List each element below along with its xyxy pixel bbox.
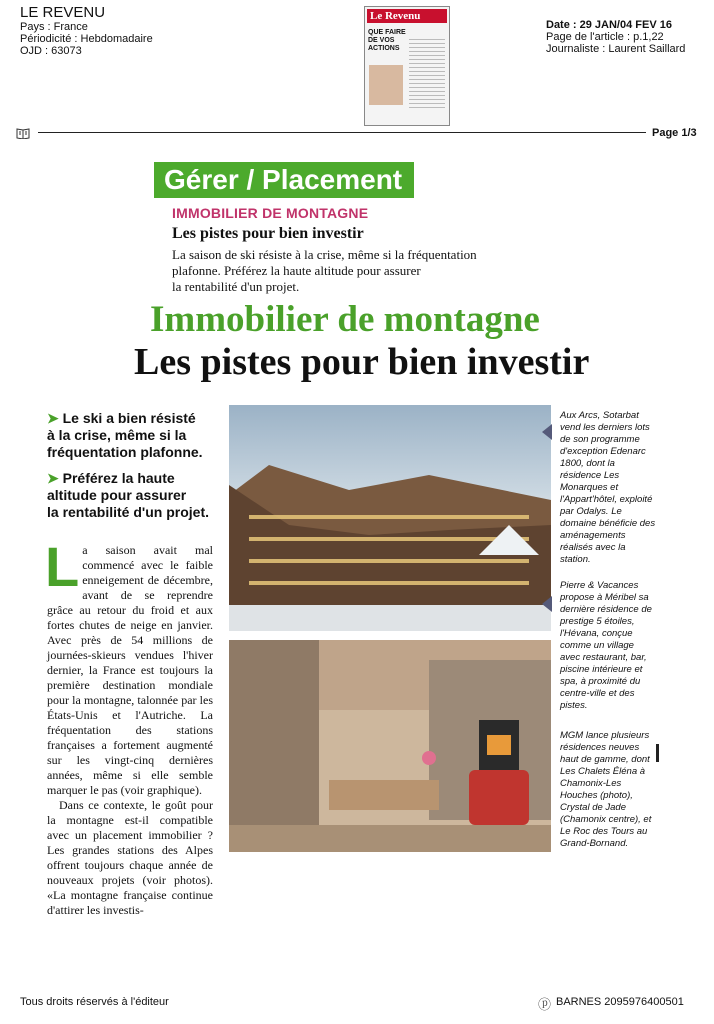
caption-arcs: Aux Arcs, Sotarbat vend les derniers lots de son programme d'exception Edenarc 1800, dont la résidence Les Monarques et l'Appart'hôtel, exploité par Odalys. Le domaine bénéficie des aménagements réalisés avec la station. xyxy=(560,410,656,565)
article-meta xyxy=(546,19,685,55)
caption-pointer-1 xyxy=(542,424,552,440)
interior-photo-chalet xyxy=(229,640,551,852)
section-banner: Gérer / Placement xyxy=(154,162,414,198)
footer-code: BARNES 2095976400501 xyxy=(556,996,684,1008)
residence-photo-arcs xyxy=(229,405,551,631)
separator-line xyxy=(38,132,646,133)
caption-meribel: Pierre & Vacances propose à Méribel sa dernière résidence de prestige 5 étoiles, l'Hévana, conçue comme un village avec restaurant, bar, piscine intérieure et spa, à proximité du centre-ville et des pistes. xyxy=(560,580,652,711)
cover-thumbnail xyxy=(364,6,450,126)
caption-mgm: MGM lance plusieurs résidences neuves haut de gamme, dont Les Chalets Éléna à Chamonix-Les Houches (photo), Crystal de Jade (Chamonix centre), et Le Roc des Tours au Grand-Bornand. xyxy=(560,730,652,849)
periodicity: Périodicité : Hebdomadaire xyxy=(20,33,153,45)
page-number: Page 1/3 xyxy=(652,127,697,139)
publication-info xyxy=(20,4,153,57)
journalist: Journaliste : Laurent Saillard xyxy=(546,43,686,55)
teaser-kicker: IMMOBILIER DE MONTAGNE xyxy=(172,205,369,221)
publication-name: LE REVENU xyxy=(20,4,106,21)
body-paragraph-1: a saison avait mal commencé avec le faible enneigement de décembre, avant de se reprendre grâce au retour du froid et aux fortes chutes de neige en janvier. Avec près de 54 millions de journées-skieurs vendues l'hiver dernier, la France est toujours la première destination mondiale pour la montagne, talonnée par les États-Unis et l'Autriche. La fréquentation des stations françaises a fortement augmenté sur les vingt-cinq dernières années, même si elle semble marquer le pas (voir graphique). xyxy=(47,543,213,797)
caption-pointer-2 xyxy=(542,596,552,612)
book-icon xyxy=(16,126,30,138)
bullet-2: ➤ Préférez la haute altitude pour assurer la rentabilité d'un projet. xyxy=(47,470,210,520)
article-kicker: Immobilier de montagne xyxy=(150,299,540,340)
date: Date : 29 JAN/04 FEV 16 xyxy=(546,19,672,31)
footer-logo-icon: ⓟ xyxy=(538,997,552,1012)
article-title: Les pistes pour bien investir xyxy=(134,341,590,383)
country: Pays : France xyxy=(20,21,88,33)
cover-headline: QUE FAIRE DE VOS ACTIONS xyxy=(368,29,406,52)
cover-columns xyxy=(409,39,445,109)
body-paragraph-2: Dans ce contexte, le goût pour la montagne est-il compatible avec un placement immobilier ? Les grandes stations des Alpes offrent toujours chaque année de nouveaux projets (voir photos). «La montagne française continue d'attirer les investis- xyxy=(47,798,213,917)
footer-rights: Tous droits réservés à l'éditeur xyxy=(20,996,169,1008)
ojd: OJD : 63073 xyxy=(20,45,82,57)
caption-bar-3 xyxy=(656,744,659,762)
teaser-lede: La saison de ski résiste à la crise, même si la fréquentation plafonne. Préférez la haute altitude pour assurer la rentabilité d'un projet. xyxy=(172,247,477,294)
page-ref: Page de l'article : p.1,22 xyxy=(546,31,664,43)
drop-cap: L xyxy=(45,535,80,598)
article-body xyxy=(45,535,213,918)
bullet-1: ➤ Le ski a bien résisté à la crise, même si la fréquentation plafonne. xyxy=(47,410,203,460)
teaser-title: Les pistes pour bien investir xyxy=(172,225,364,242)
cover-photo xyxy=(369,65,403,105)
cover-logo: Le Revenu xyxy=(367,9,447,23)
